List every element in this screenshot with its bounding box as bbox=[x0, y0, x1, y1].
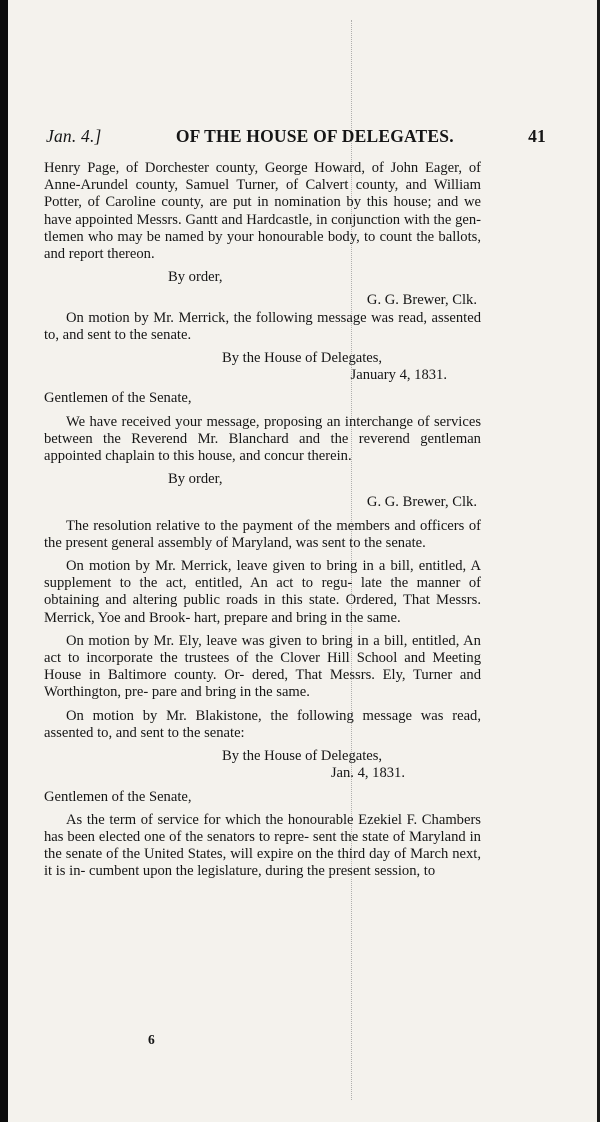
paragraph-chaplain: We have received your message, proposing an interchange of services between the Reverend Mr. Blanchard and the reverend gentleman appointed chaplain to this house, and concur therein. bbox=[44, 413, 481, 465]
header-title: OF THE HOUSE OF DELEGATES. bbox=[175, 126, 454, 146]
paragraph-motion-roads-bill: On motion by Mr. Merrick, leave given to bring in a bill, entitled, A supplement to the act, entitled, An act to regu- late the manner of obtaining and altering public roads in this state. Ordered, That Messrs. Merrick, Yoe and Brook- hart, prepare and bring in the same. bbox=[44, 558, 482, 626]
paragraph-motion-blakistone: On motion by Mr. Blakistone, the following message was read, assented to, and sent to the senate: bbox=[44, 707, 481, 741]
paragraph-resolution: The resolution relative to the payment of the members and officers of the present general assembly of Maryland, was sent to the senate. bbox=[44, 517, 481, 551]
signature-mark: 6 bbox=[148, 1032, 155, 1047]
paragraph-motion-merrick-message: On motion by Mr. Merrick, the following message was read, assented to, and sent to the senate. bbox=[44, 309, 481, 343]
clerk-signature: G. G. Brewer, Clk. bbox=[366, 292, 477, 309]
paragraph-senator-term: As the term of service for which the honourable Ezekiel F. Chambers has been elected one of the senators to repre- sent the state of Maryland in the senate of the United States, will expire on the third day of March next, it is in- cumbent upon the legislature, during the present session, to bbox=[44, 811, 481, 880]
header-date: Jan. 4.] bbox=[46, 126, 102, 146]
by-order-line: By order, bbox=[168, 471, 223, 488]
body-text bbox=[44, 160, 481, 881]
by-house-line: By the House of Delegates, bbox=[222, 748, 383, 765]
page-number: 41 bbox=[528, 126, 546, 146]
message-date: January 4, 1831. bbox=[350, 367, 447, 384]
by-house-line: By the House of Delegates, bbox=[222, 350, 383, 367]
clerk-signature: G. G. Brewer, Clk. bbox=[366, 494, 477, 511]
salutation: Gentlemen of the Senate, bbox=[44, 390, 192, 407]
by-order-line: By order, bbox=[168, 269, 223, 286]
salutation: Gentlemen of the Senate, bbox=[44, 788, 192, 805]
message-date: Jan. 4, 1831. bbox=[330, 765, 405, 782]
paragraph-motion-clover-hill: On motion by Mr. Ely, leave was given to bring in a bill, entitled, An act to incorporate the trustees of the Clover Hill School and Meeting House in Baltimore county. Or- dered, That Messrs. Ely, Turner and Worthington, pre- pare and bring in the same. bbox=[44, 632, 482, 701]
running-header bbox=[46, 126, 546, 147]
paragraph-nominations: Henry Page, of Dorchester county, George Howard, of John Eager, of Anne-Arundel county, Samuel Turner, of Calvert county, and William Potter, of Caroline county, are put in nomination by this house; and we have appointed Messrs. Gantt and Hardcastle, in conjunction with the gen- tlemen who may be named by your honourable body, to count the ballots, and report thereon. bbox=[44, 160, 481, 263]
